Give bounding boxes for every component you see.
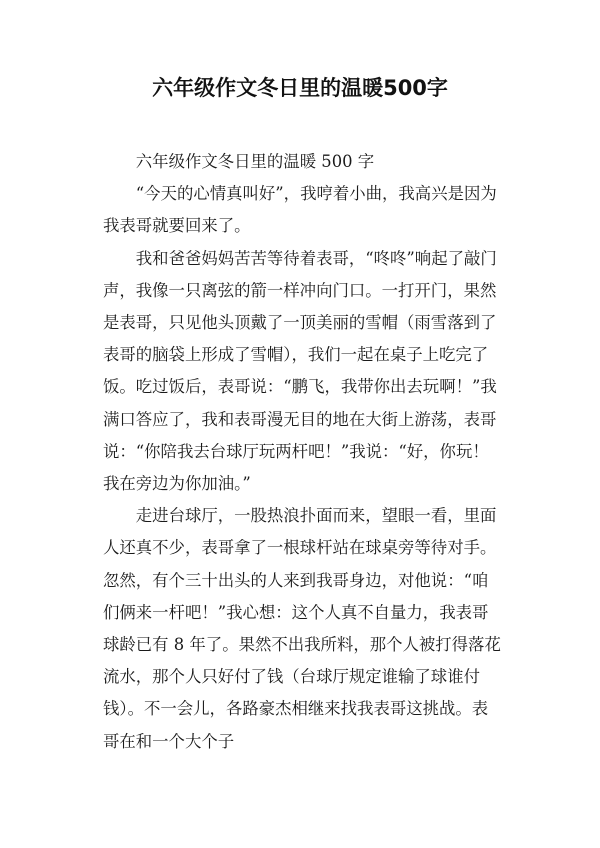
paragraph: “今天的心情真叫好”，我哼着小曲，我高兴是因为我表哥就要回来了。 xyxy=(103,184,497,236)
document-body xyxy=(103,146,501,758)
paragraph: 我和爸爸妈妈苦苦等待着表哥，“咚咚”响起了敲门声，我像一只离弦的箭一样冲向门口。一打开门，果然是表哥，只见他头顶戴了一顶美丽的雪帽（雨雪落到了表哥的脑袋上形成了雪帽），我们一起在桌子上吃完了饭。吃过饭后，表哥说：“鹏飞，我带你出去玩啊！”我满口答应了，我和表哥漫无目的地在大街上游荡，表哥说：“你陪我去台球厅玩两杆吧！”我说：“好，你玩！我在旁边为你加油。” xyxy=(103,248,497,494)
paragraph-subtitle: 六年级作文冬日里的温暖 500 字 xyxy=(135,152,375,171)
paragraph: 走进台球厅，一股热浪扑面而来，望眼一看，里面人还真不少，表哥拿了一根球杆站在球桌旁等待对手。忽然，有个三十出头的人来到我哥身边，对他说：“咱们俩来一杆吧！”我心想：这个人真不自量力，我表哥球龄已有 8 年了。果然不出我所料，那个人被打得落花流水，那个人只好付了钱（台球厅规定谁输了球谁付钱）。不一会儿，各路豪杰相继来找我表哥这挑战。表哥在和一个大个子 xyxy=(103,506,501,751)
document-title: 六年级作文冬日里的温暖500字 xyxy=(152,76,448,100)
